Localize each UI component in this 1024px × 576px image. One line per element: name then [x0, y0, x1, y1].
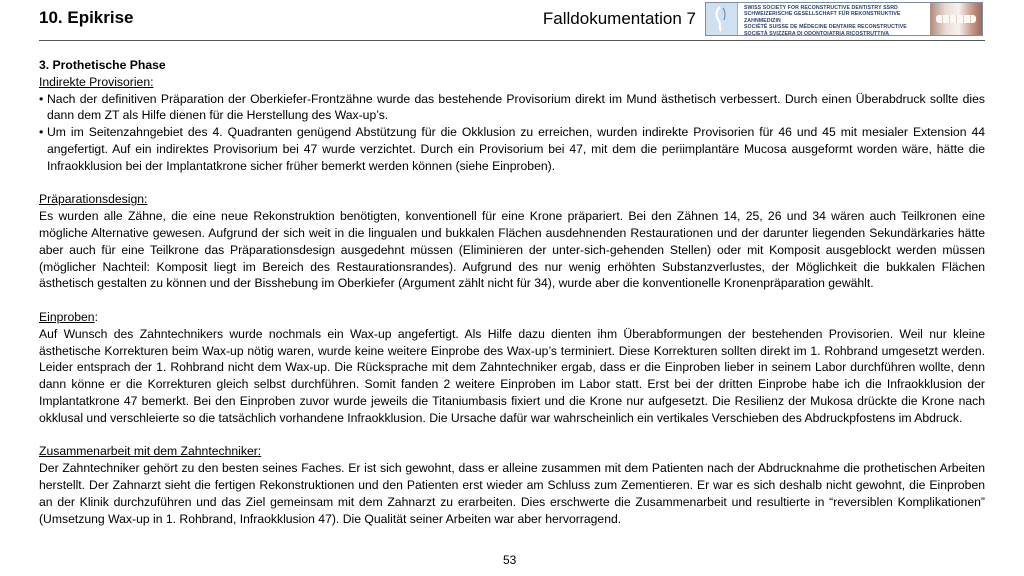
main-content	[39, 57, 985, 527]
page-number: 53	[503, 553, 517, 567]
praep-heading: Präparationsdesign:	[39, 192, 148, 207]
tooth-icon	[706, 3, 738, 35]
document-title: Falldokumentation 7	[542, 9, 696, 28]
zusammen-heading: Zusammenarbeit mit dem Zahntechniker:	[39, 444, 262, 459]
subheading: 3. Prothetische Phase	[39, 58, 166, 72]
bullet-icon: •	[39, 125, 44, 140]
section-title: 10. Epikrise	[39, 8, 134, 27]
einproben-heading: Einproben:	[39, 309, 98, 324]
teeth-photo	[930, 3, 982, 35]
list-item: • Nach der definitiven Präparation der Oberkiefer-Frontzähne wurde das bestehende Provisorium direkt im Mund ästhetisch verbessert. Durch einen Überabdruck sollte dies dann dem ZT als Hilfe dienen für die Herstellung des Wax-up’s.	[39, 91, 985, 123]
logo-text: SWISS SOCIETY FOR RECONSTRUCTIVE DENTISTRY SSRD SCHWEIZERISCHE GESELLSCHAFT FÜR REKONSTRUKTIVE ZAHNMEDIZIN SOCIÉTÉ SUISSE DE MÉDECINE DENTAIRE RECONSTRUCTIVE SOCIETÀ SVIZZERA DI ODONTOIATRIA RICOSTRUTTIVA	[744, 5, 907, 36]
header-divider	[39, 40, 985, 41]
list-item: • Um im Seitenzahngebiet des 4. Quadranten genügend Abstützung für die Okklusion zu erreichen, wurden indirekte Provisorien für 46 und 45 mit mesialer Extension 44 angefertigt. Auf ein indirektes Provisorium bei 47 wurde verzichtet. Durch ein Provisorium bei 47, mit dem die periimplantäre Mucosa ausgeformt worden wäre, hätte die Infraokklusion bei der Implantatkrone sicher früher bemerkt werden können (siehe Einproben).	[39, 125, 985, 173]
praep-paragraph: Es wurden alle Zähne, die eine neue Rekonstruktion benötigten, konventionell für eine Krone präpariert. Bei den Zähnen 14, 25, 26 und 34 wären auch Teilkronen eine mögliche Alternative gewesen. Aufgrund der sich weit in die lingualen und bukkalen Flächen ausdehnenden Restaurationen und der darunter liegenden Sekundärkaries hätte aber auch für eine Teilkrone das Präparationsdesign ausgedehnt müssen (Eliminieren der unter-sich-gehenden Stellen) oder mit Komposit ausgeblockt werden müssen (möglicher Nachteil: Komposit liegt im Bereich des Restaurationsrandes). Aufgrund des nur wenig erhöhten Substanzverlustes, der Möglichkeit die bukkalen Flächen ästhetisch gestalten zu können und der Bisshebung im Oberkiefer (Argument zählt nicht für 34), wurde aber die konventionelle Kronenpräparation gewählt.	[39, 209, 985, 291]
zusammen-paragraph: Der Zahntechniker gehört zu den besten seines Faches. Er ist sich gewohnt, dass er alleine zusammen mit dem Patienten nach der Abdrucknahme die prothetischen Arbeiten herstellt. Der Zahnarzt sieht die fertigen Rekonstruktionen und den Patienten erst wieder am Schluss zum Zementieren. Er war es sich deshalb nicht gewohnt, die Einproben an der Klinik durchzuführen und das Ziel gemeinsam mit dem Zahnarzt zu erarbeiten. Dies erschwerte die Zusammenarbeit und resultierte in “reversiblen Komplikationen” (Umsetzung Wax-up in 1. Rohbrand, Infraokklusion 47). Die Qualität seiner Arbeiten war aber hervorragend.	[39, 461, 985, 526]
einproben-paragraph: Auf Wunsch des Zahntechnikers wurde nochmals ein Wax-up angefertigt. Als Hilfe dazu dienten ihm Überabformungen der bestehenden Provisorien. Weil nur kleine ästhetische Korrekturen beim Wax-up nötig waren, wurde keine weitere Einprobe des Wax-up’s terminiert. Diese Korrekturen sollten direkt im 1. Rohbrand umgesetzt werden. Leider entsprach der 1. Rohbrand nicht dem Wax-up. Die Rücksprache mit dem Zahntechniker ergab, dass er die Einproben lieber in seinem Labor durchführen wollte, denn dann könne er die Korrekturen gleich selbst durchführen. Somit fanden 2 weitere Einproben im Labor statt. Erst bei der dritten Einprobe habe ich die Infraokklusion der Implantatkrone 47 bemerkt. Bei den Einproben zuvor wurde jeweils die Titaniumbasis fixiert und die Krone nur aufgesetzt. Die Resilienz der Mukosa drückte die Krone nach okklusal und verschleierte so die tatsächlich vorhandene Infraokklusion. Die Ursache dafür war wahrscheinlich ein vertikales Verschieben des Abdruckpfostens im Abdruck.	[39, 326, 985, 425]
bullet-icon: •	[39, 91, 44, 106]
provisorien-heading: Indirekte Provisorien:	[39, 74, 154, 89]
society-logo	[705, 2, 983, 36]
